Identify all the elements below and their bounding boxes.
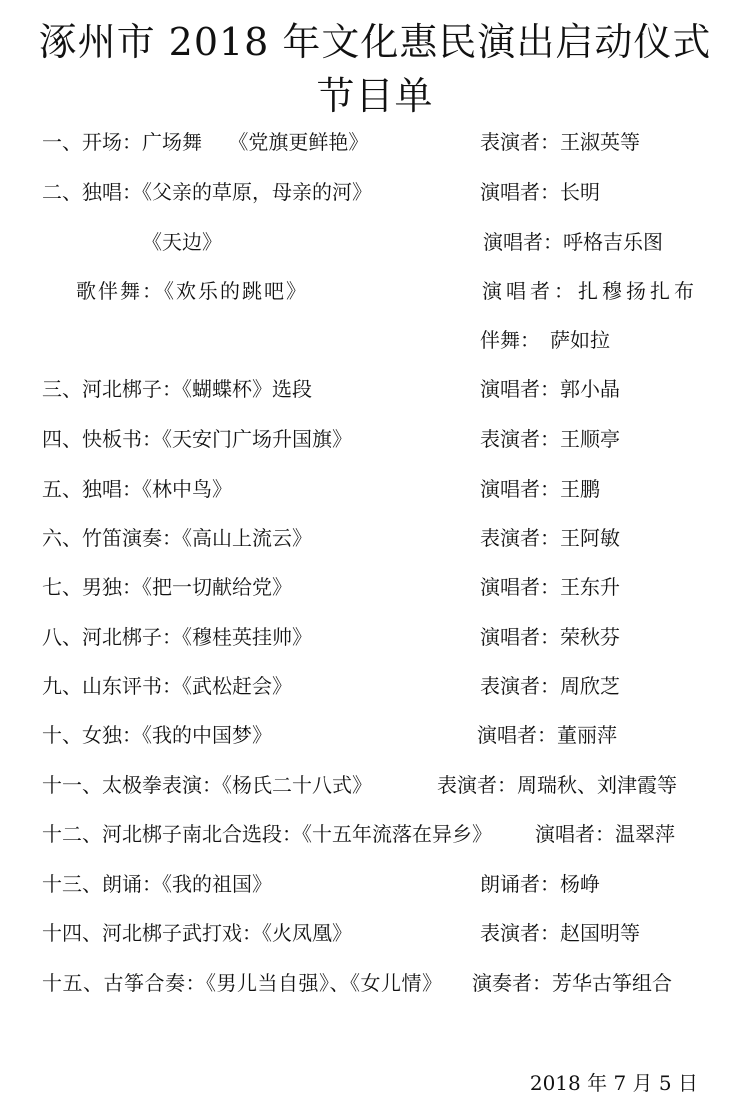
program-item-performer: 表演者：周瑞秋、刘津霞等	[437, 773, 677, 797]
program-item-12	[0, 819, 750, 849]
program-item-title: 十四、河北梆子武打戏：《火凤凰》	[42, 921, 352, 945]
program-item-performer: 演唱者：王鹏	[480, 477, 600, 501]
program-item-title: 五、独唱：《林中鸟》	[42, 477, 232, 501]
program-item-performer: 演唱者：王东升	[480, 575, 620, 599]
program-item-2b	[0, 227, 750, 257]
program-item-5	[0, 474, 750, 504]
program-item-14	[0, 918, 750, 948]
program-item-7	[0, 572, 750, 602]
program-item-10	[0, 720, 750, 750]
program-item-performer: 伴舞： 萨如拉	[480, 328, 610, 352]
program-item-2d	[0, 325, 750, 355]
program-item-title: 三、河北梆子：《蝴蝶杯》选段	[42, 377, 312, 401]
program-item-13	[0, 869, 750, 899]
program-item-title: 六、竹笛演奏：《高山上流云》	[42, 526, 312, 550]
program-item-performer: 演唱者：董丽萍	[477, 723, 617, 747]
program-item-6	[0, 523, 750, 553]
program-item-performer: 表演者：赵国明等	[480, 921, 640, 945]
program-item-performer: 演唱者：长明	[480, 180, 600, 204]
program-item-title: 二、独唱：《父亲的草原，母亲的河》	[42, 180, 372, 204]
program-item-title: 《天边》	[142, 230, 222, 254]
program-item-performer: 表演者：周欣芝	[480, 674, 620, 698]
program-item-title: 十五、古筝合奏：《男儿当自强》、《女儿情》	[42, 971, 443, 995]
program-item-performer: 演唱者：荣秋芬	[480, 625, 620, 649]
program-item-title: 九、山东评书：《武松赶会》	[42, 674, 292, 698]
program-item-title: 四、快板书：《天安门广场升国旗》	[42, 427, 352, 451]
program-item-title: 歌伴舞：《欢乐的跳吧》	[76, 279, 308, 303]
program-item-9	[0, 671, 750, 701]
program-item-8	[0, 622, 750, 652]
program-subtitle: 节目单	[316, 74, 434, 118]
program-item-performer: 朗诵者：杨峥	[480, 872, 600, 896]
program-item-title: 八、河北梆子：《穆桂英挂帅》	[42, 625, 312, 649]
program-item-performer: 演唱者：郭小晶	[480, 377, 620, 401]
program-item-title: 七、男独：《把一切献给党》	[42, 575, 292, 599]
program-item-performer: 表演者：王阿敏	[480, 526, 620, 550]
program-item-title: 十、女独：《我的中国梦》	[42, 723, 272, 747]
program-item-performer: 表演者：王淑英等	[480, 130, 640, 154]
program-item-title: 十一、太极拳表演：《杨氏二十八式》	[42, 773, 372, 797]
program-item-title: 十二、河北梆子南北合选段：《十五年流落在异乡》	[42, 822, 492, 846]
program-item-15	[0, 968, 750, 998]
program-item-title: 十三、朗诵：《我的祖国》	[42, 872, 272, 896]
program-item-2c	[0, 276, 750, 306]
program-item-11	[0, 770, 750, 800]
program-item-performer: 演唱者：呼格吉乐图	[483, 230, 663, 254]
program-item-performer: 演唱者：扎穆扬扎布	[482, 279, 698, 303]
program-item-4	[0, 424, 750, 454]
program-date: 2018 年 7 月 5 日	[529, 1071, 698, 1095]
program-item-performer: 演唱者：温翠萍	[535, 822, 675, 846]
program-item-title: 一、开场：广场舞 《党旗更鲜艳》	[42, 130, 369, 154]
program-item-3	[0, 374, 750, 404]
program-item-1	[0, 127, 750, 157]
program-item-performer: 表演者：王顺亭	[480, 427, 620, 451]
program-item-performer: 演奏者：芳华古筝组合	[472, 971, 672, 995]
program-title: 涿州市 2018 年文化惠民演出启动仪式	[38, 20, 712, 64]
program-item-2	[0, 177, 750, 207]
